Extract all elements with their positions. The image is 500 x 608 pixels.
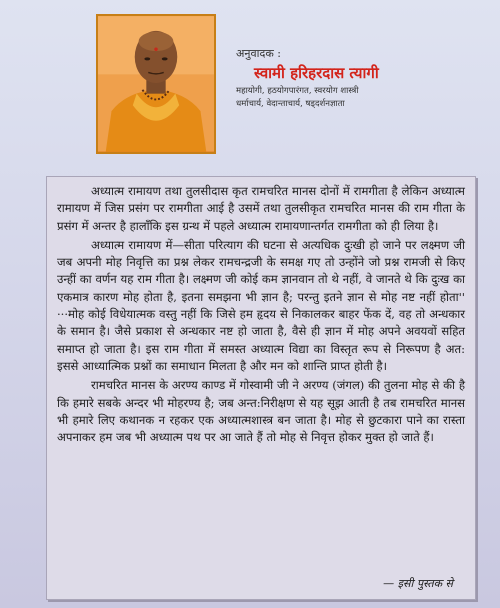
translator-role-label: अनुवादक : [236,47,281,60]
translator-credits [236,46,496,111]
excerpt-attribution: — इसी पुस्तक से [383,577,453,590]
portrait-figure-icon [98,16,214,152]
excerpt-paragraph-3: रामचरित मानस के अरण्य काण्ड में गोस्वामी जी ने अरण्य (जंगल) की तुलना मोह से की है कि हमारे सबके अन्दर भी मोहरण्य है; जब अन्त:निरीक्षण से यह सूझ आती है तब रामचरित मानस भी हमारे लिए कथानक न रहकर एक अध्यात्मशास्त्र बन जाता है। मोह से छुटकारा पाने का रास्ता अपनाकर हम जब भी अध्यात्म पथ पर आ जाते हैं तो मोह से निवृत्त होकर मुक्त हो जाते हैं। [57,378,465,445]
translator-portrait [96,14,216,154]
excerpt-box [46,176,476,600]
excerpt-paragraph-1: अध्यात्म रामायण तथा तुलसीदास कृत रामचरित मानस दोनों में रामगीता है लेकिन अध्यात्म रामायण में जिस प्रसंग पर रामगीता आई है उसमें तथा तुलसीकृत रामचरित मानस की राम गीता के प्रसंग में अन्तर है हालाँकि इस ग्रन्थ में पहले अध्यात्म रामायणान्तर्गत रामगीता को ही लिया है। [57,184,465,233]
translator-qualifications-1: महायोगी, हठयोगपारंगत, स्वरयोग शास्त्री [236,86,359,96]
excerpt-paragraph-2: अध्यात्म रामायण में—सीता परित्याग की घटना से अत्यधिक दुःखी हो जाने पर लक्ष्मण जी जब अपनी मोह निवृत्ति का प्रश्न लेकर रामचन्द्रजी के समक्ष गए तो उन्होंने जो प्रश्न रामजी से किए उन्हीं का वर्णन यह राम गीता है। लक्ष्मण जी कोई कम ज्ञानवान तो थे नहीं, वे जानते थे कि दुःख का एकमात्र कारण मोह होता है, इतना समझना भी ज्ञान है; परन्तु इतने ज्ञान से मोह नष्ट नहीं होता'' ···मोह कोई विधेयात्मक वस्तु नहीं कि जिसे हम हृदय से निकालकर बाहर फेंक दें, वह तो अन्धकार के समान है। जैसे प्रकाश से अन्धकार नष्ट हो जाता है, वैसे ही ज्ञान में मोह अपने अवयवों सहित समाप्त हो जाता है। इस राम गीता में समस्त अध्यात्म विद्या का विस्तृत रूप से निरूपण है अत: इससे आध्यात्मिक प्रश्नों का समाधान मिलता है और मन को शान्ति प्राप्त होती है। [57,237,465,373]
translator-qualifications-2: धर्माचार्य, वेदान्ताचार्य, षड्दर्शनज्ञाता [236,99,345,109]
translator-name: स्वामी हरिहरदास त्यागी [254,64,379,82]
